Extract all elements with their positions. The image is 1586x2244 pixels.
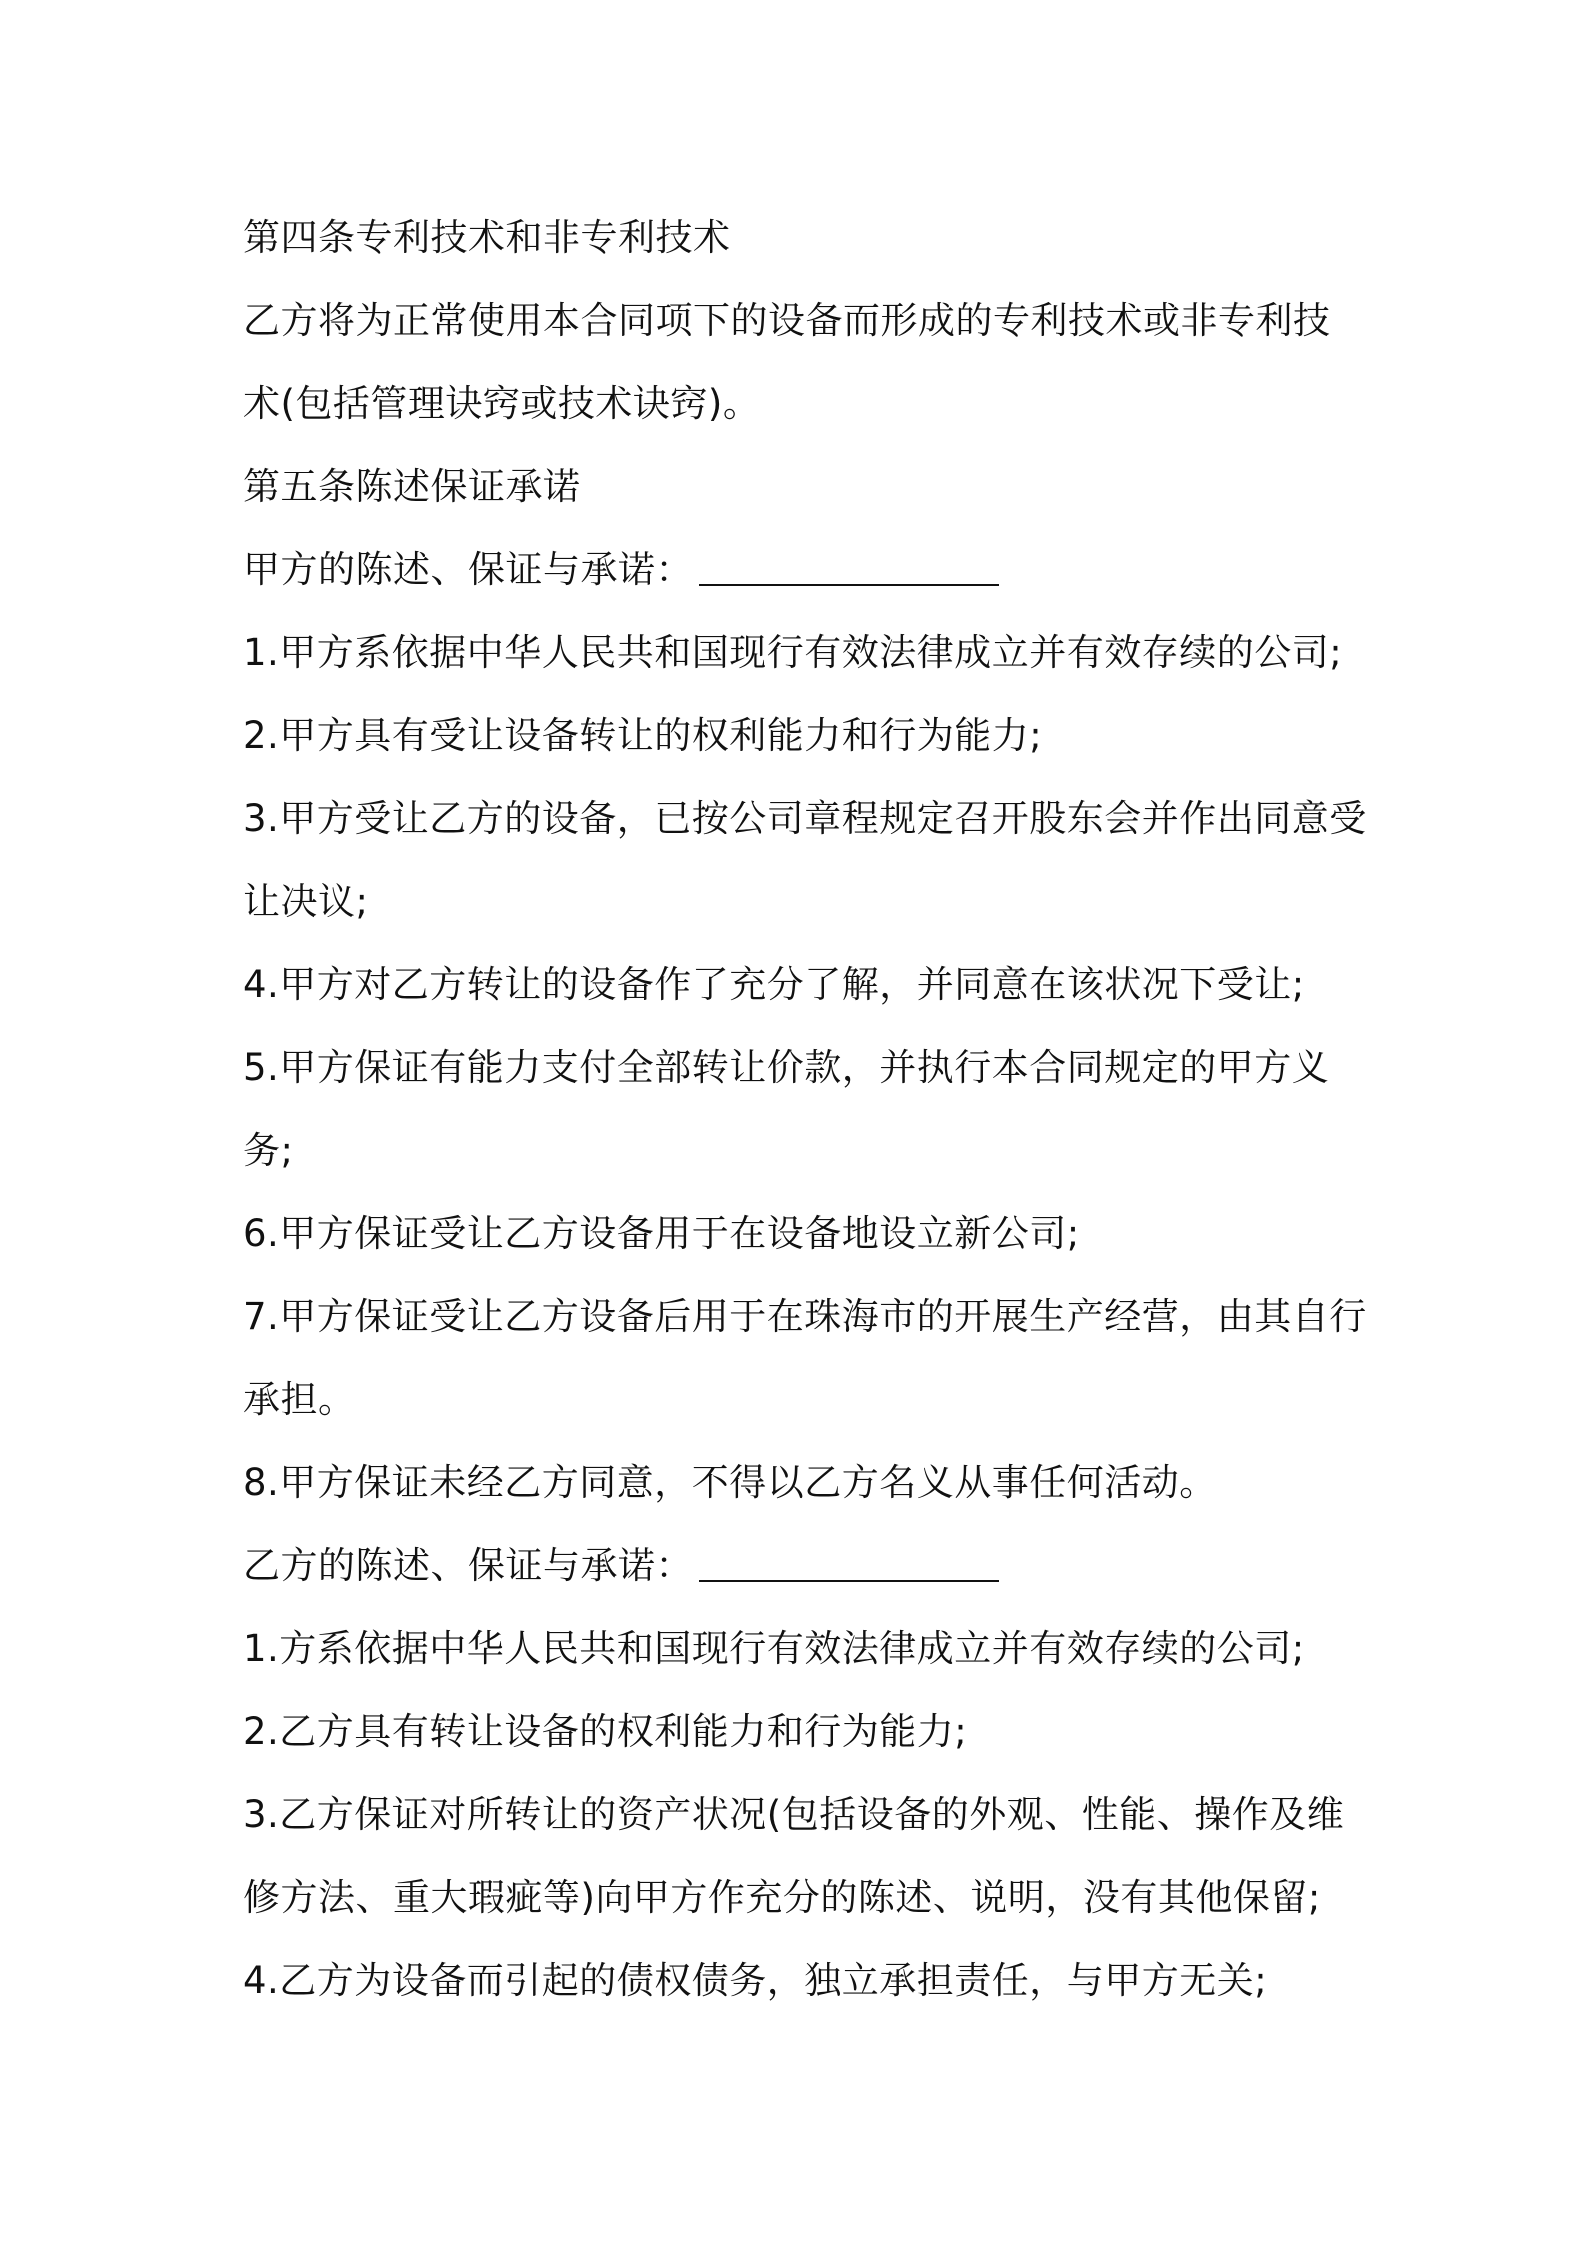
- list-item: 1.甲方系依据中华人民共和国现行有效法律成立并有效存续的公司;: [243, 631, 1343, 674]
- list-item-continuation: 修方法、重大瑕疵等)向甲方作充分的陈述、说明，没有其他保留;: [243, 1876, 1321, 1919]
- document-body: [243, 196, 1367, 2022]
- list-item: 7.甲方保证受让乙方设备后用于在珠海市的开展生产经营，由其自行: [243, 1295, 1367, 1338]
- fill-in-blank: [699, 1579, 999, 1582]
- list-item-continuation: 承担。: [243, 1378, 356, 1421]
- list-item: 1.方系依据中华人民共和国现行有效法律成立并有效存续的公司;: [243, 1627, 1305, 1670]
- list-item-continuation: 让决议;: [243, 880, 369, 923]
- party-a-statement-heading: [243, 528, 1363, 611]
- list-item: 3.乙方保证对所转让的资产状况(包括设备的外观、性能、操作及维: [243, 1793, 1345, 1836]
- paragraph-line: 乙方将为正常使用本合同项下的设备而形成的专利技术或非专利技: [243, 299, 1331, 342]
- list-item: 6.甲方保证受让乙方设备用于在设备地设立新公司;: [243, 1212, 1080, 1255]
- list-item: 3.甲方受让乙方的设备，已按公司章程规定召开股东会并作出同意受: [243, 797, 1367, 840]
- party-b-statement-heading: [243, 1524, 1363, 1607]
- list-item: 8.甲方保证未经乙方同意，不得以乙方名义从事任何活动。: [243, 1461, 1217, 1504]
- article-heading: 第四条专利技术和非专利技术: [243, 216, 731, 259]
- list-item-continuation: 务;: [243, 1129, 294, 1172]
- heading-text: 甲方的陈述、保证与承诺：: [243, 548, 693, 591]
- list-item: 2.甲方具有受让设备转让的权利能力和行为能力;: [243, 714, 1043, 757]
- paragraph-line: 术(包括管理诀窍或技术诀窍)。: [243, 382, 761, 425]
- list-item: 2.乙方具有转让设备的权利能力和行为能力;: [243, 1710, 968, 1753]
- heading-text: 乙方的陈述、保证与承诺：: [243, 1544, 693, 1587]
- fill-in-blank: [699, 583, 999, 586]
- list-item: 4.乙方为设备而引起的债权债务，独立承担责任，与甲方无关;: [243, 1959, 1268, 2002]
- list-item: 5.甲方保证有能力支付全部转让价款，并执行本合同规定的甲方义: [243, 1046, 1330, 1089]
- article-heading: 第五条陈述保证承诺: [243, 465, 581, 508]
- list-item: 4.甲方对乙方转让的设备作了充分了解，并同意在该状况下受让;: [243, 963, 1305, 1006]
